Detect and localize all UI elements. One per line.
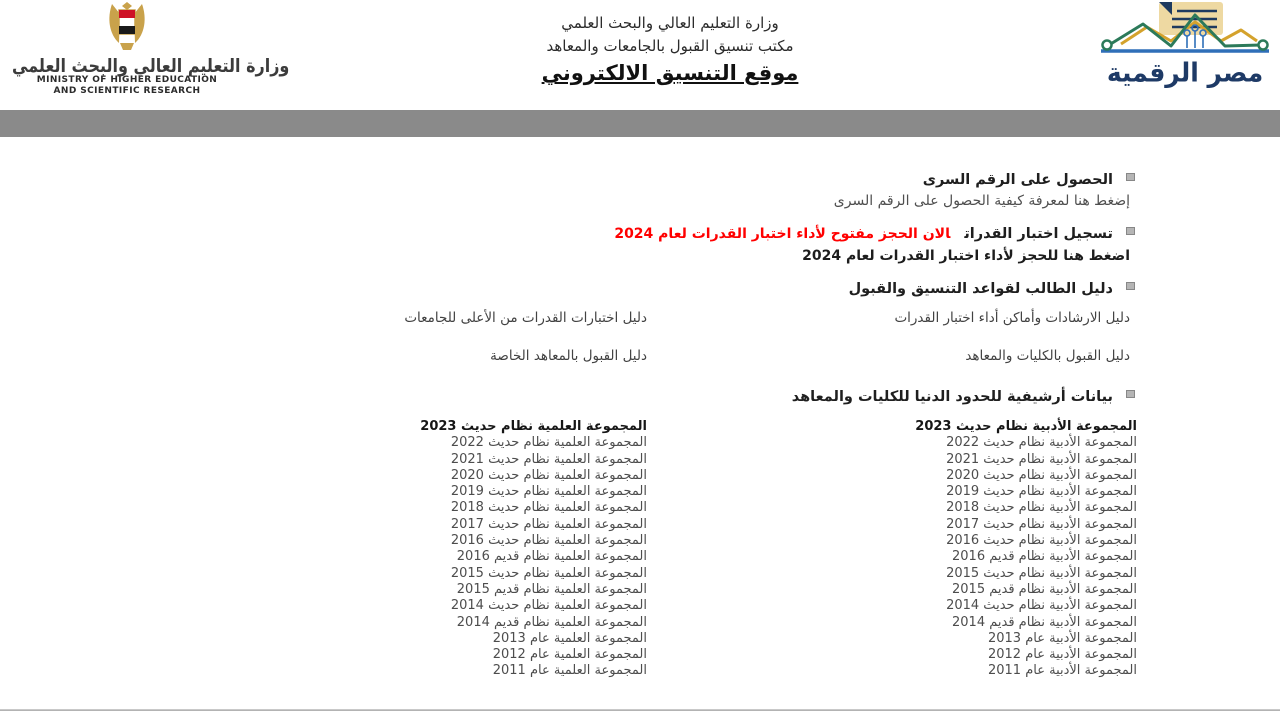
archive-year-link[interactable]: المجموعة العلمية نظام حديث 2016 bbox=[450, 533, 647, 549]
archive-year-link[interactable]: المجموعة الأدبية نظام قديم 2016 bbox=[952, 549, 1137, 565]
archive-year-link[interactable]: المجموعة العلمية نظام قديم 2014 bbox=[456, 614, 647, 630]
archive-year-link[interactable]: المجموعة الأدبية نظام حديث 2015 bbox=[946, 565, 1137, 581]
archive-year-link[interactable]: المجموعة العلمية نظام حديث 2021 bbox=[450, 451, 647, 467]
archive-year-link[interactable]: المجموعة العلمية نظام قديم 2015 bbox=[456, 581, 647, 597]
bullet-square-icon bbox=[1126, 282, 1135, 290]
site-header-titles bbox=[470, 12, 870, 85]
archive-scientific-column bbox=[420, 419, 647, 680]
bullet-square-icon bbox=[1126, 227, 1135, 235]
archive-year-link[interactable]: المجموعة العلمية نظام قديم 2016 bbox=[456, 549, 647, 565]
footer-divider-line bbox=[0, 709, 1280, 711]
site-title-link[interactable]: موقع التنسيق الالكتروني bbox=[541, 61, 799, 85]
section-aptitude-link-row bbox=[802, 245, 1130, 264]
coordination-office-line: مكتب تنسيق القبول بالجامعات والمعاهد bbox=[546, 36, 794, 55]
section-aptitude-header bbox=[614, 223, 1135, 242]
archive-year-link[interactable]: المجموعة العلمية نظام حديث 2023 bbox=[420, 419, 647, 434]
archive-year-link[interactable]: المجموعة العلمية نظام حديث 2014 bbox=[450, 598, 647, 614]
secret-number-title: الحصول على الرقم السرى bbox=[922, 172, 1113, 188]
archive-year-link[interactable]: المجموعة الأدبية نظام حديث 2016 bbox=[946, 533, 1137, 549]
ministry-arabic-calligraphy: وزارة التعليم العالي والبحث العلمي bbox=[12, 54, 290, 77]
aptitude-open-notice: الان الحجز مفتوح لأداء اختبار القدرات لعام 2024 bbox=[614, 226, 951, 242]
ministry-title-line: وزارة التعليم العالي والبحث العلمي bbox=[561, 14, 779, 32]
archive-year-link[interactable]: المجموعة العلمية نظام حديث 2020 bbox=[450, 467, 647, 483]
bullet-square-icon bbox=[1126, 173, 1135, 181]
student-guide-title: دليل الطالب لقواعد التنسيق والقبول bbox=[848, 281, 1113, 297]
archive-year-link[interactable]: المجموعة الأدبية نظام قديم 2014 bbox=[952, 614, 1137, 630]
archive-year-link[interactable]: المجموعة الأدبية نظام حديث 2020 bbox=[946, 467, 1137, 483]
aptitude-booking-link[interactable]: اضغط هنا للحجز لأداء اختبار القدرات لعام 2024 bbox=[802, 248, 1130, 264]
section-archive-header bbox=[792, 386, 1135, 405]
archive-year-link[interactable]: المجموعة العلمية نظام حديث 2018 bbox=[450, 500, 647, 516]
archive-year-link[interactable]: المجموعة الأدبية نظام حديث 2014 bbox=[946, 598, 1137, 614]
archive-literary-column bbox=[915, 419, 1137, 680]
section-secret-number-header bbox=[923, 169, 1135, 188]
egypt-eagle-emblem-icon bbox=[104, 2, 150, 54]
digital-egypt-label: مصر الرقمية bbox=[1106, 57, 1264, 88]
guide-aptitude-tests-link[interactable]: دليل اختبارات القدرات من الأعلى للجامعات bbox=[404, 310, 647, 326]
archive-year-link[interactable]: المجموعة الأدبية نظام حديث 2017 bbox=[946, 516, 1137, 532]
digital-egypt-icon bbox=[1099, 0, 1271, 58]
guide-colleges-admission-link[interactable]: دليل القبول بالكليات والمعاهد bbox=[965, 348, 1130, 364]
archive-year-link[interactable]: المجموعة الأدبية نظام حديث 2019 bbox=[946, 484, 1137, 500]
section-student-guide-header bbox=[849, 278, 1135, 297]
archive-year-link[interactable]: المجموعة الأدبية نظام حديث 2018 bbox=[946, 500, 1137, 516]
section-secret-number-link-row bbox=[834, 190, 1130, 209]
bullet-square-icon bbox=[1126, 390, 1135, 398]
guide-instructions-link[interactable]: دليل الارشادات وأماكن أداء اختبار القدرات bbox=[894, 310, 1130, 326]
archive-year-link[interactable]: المجموعة الأدبية نظام قديم 2015 bbox=[952, 581, 1137, 597]
archive-year-link[interactable]: المجموعة الأدبية عام 2012 bbox=[987, 647, 1137, 663]
archive-year-link[interactable]: المجموعة العلمية نظام حديث 2015 bbox=[450, 565, 647, 581]
archive-year-link[interactable]: المجموعة العلمية عام 2013 bbox=[492, 630, 647, 646]
archive-year-link[interactable]: المجموعة العلمية نظام حديث 2017 bbox=[450, 516, 647, 532]
guide-links-row1-right bbox=[894, 307, 1130, 326]
guide-private-institutes-link[interactable]: دليل القبول بالمعاهد الخاصة bbox=[490, 348, 647, 364]
aptitude-test-title: تسجيل اختبار القدرات bbox=[964, 226, 1113, 242]
secret-number-help-link[interactable]: إضغط هنا لمعرفة كيفية الحصول على الرقم السرى bbox=[833, 193, 1130, 209]
digital-egypt-logo bbox=[1096, 0, 1274, 87]
archive-year-link[interactable]: المجموعة العلمية نظام حديث 2022 bbox=[450, 435, 647, 451]
guide-links-row1-left bbox=[404, 307, 647, 326]
archive-year-link[interactable]: المجموعة الأدبية عام 2011 bbox=[987, 663, 1137, 679]
ministry-logo bbox=[12, 2, 290, 98]
archive-year-link[interactable]: المجموعة الأدبية نظام حديث 2022 bbox=[946, 435, 1137, 451]
archive-year-link[interactable]: المجموعة العلمية عام 2011 bbox=[492, 663, 647, 679]
ministry-english-line1: MINISTRY OF HIGHER EDUCATION bbox=[36, 75, 218, 85]
archive-year-link[interactable]: المجموعة الأدبية عام 2013 bbox=[987, 630, 1137, 646]
archive-title: بيانات أرشيفية للحدود الدنيا للكليات والمعاهد bbox=[791, 389, 1113, 405]
header-divider-bar bbox=[0, 110, 1280, 137]
guide-links-row2-left bbox=[490, 345, 647, 364]
ministry-english-line2: AND SCIENTIFIC RESEARCH bbox=[53, 86, 201, 97]
archive-year-link[interactable]: المجموعة الأدبية نظام حديث 2023 bbox=[915, 419, 1137, 434]
archive-year-link[interactable]: المجموعة العلمية نظام حديث 2019 bbox=[450, 484, 647, 500]
guide-links-row2-right bbox=[965, 345, 1130, 364]
archive-year-link[interactable]: المجموعة الأدبية نظام حديث 2021 bbox=[946, 451, 1137, 467]
archive-year-link[interactable]: المجموعة العلمية عام 2012 bbox=[492, 647, 647, 663]
